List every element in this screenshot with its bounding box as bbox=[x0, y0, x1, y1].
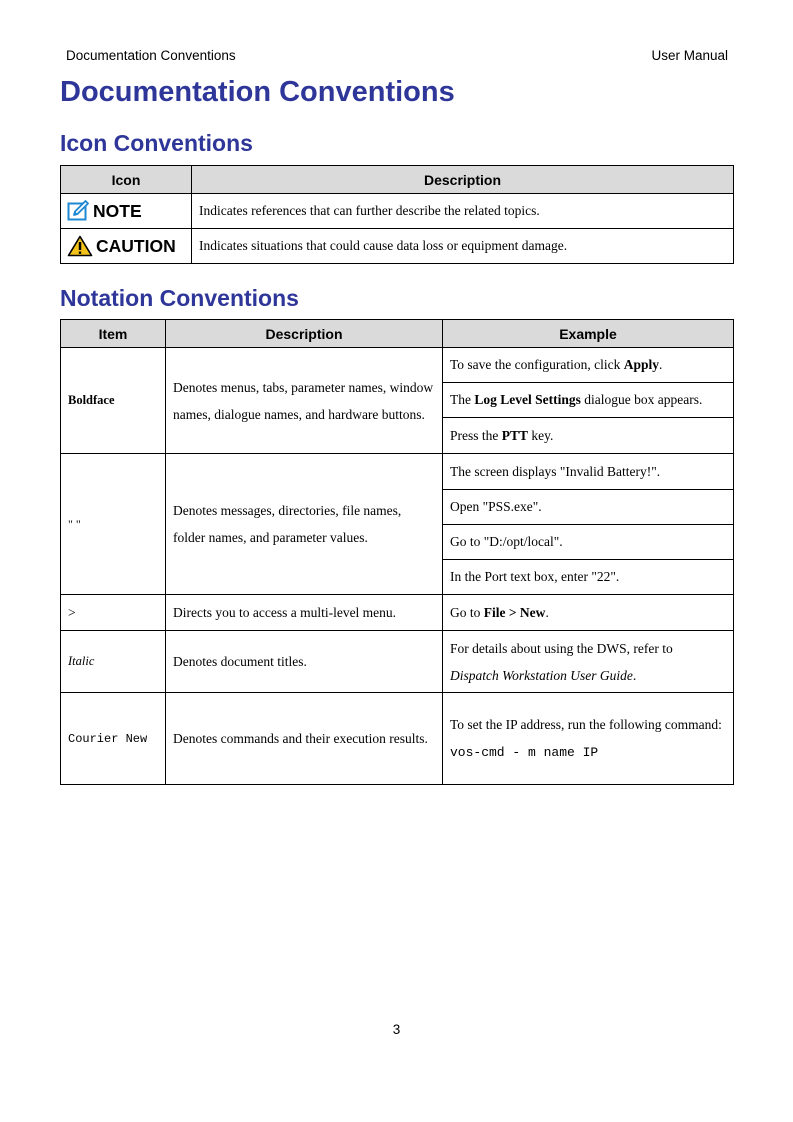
column-header-description: Description bbox=[166, 320, 443, 348]
table-row bbox=[61, 454, 734, 490]
example-boldface-2: The Log Level Settings dialogue box appears. bbox=[443, 383, 734, 418]
example-boldface-1: To save the configuration, click Apply. bbox=[443, 348, 734, 383]
table-row bbox=[61, 693, 734, 785]
page-title: Documentation Conventions bbox=[60, 76, 455, 108]
notation-conventions-table bbox=[60, 319, 734, 785]
column-header-icon: Icon bbox=[61, 166, 192, 194]
icon-cell-caution bbox=[61, 229, 192, 264]
page-number: 3 bbox=[392, 1022, 401, 1037]
example-quotes-2: Open "PSS.exe". bbox=[443, 490, 734, 525]
description-boldface: Denotes menus, tabs, parameter names, window names, dialogue names, and hardware buttons. bbox=[166, 348, 443, 454]
item-courier: Courier New bbox=[61, 693, 166, 785]
example-arrow: Go to File > New. bbox=[443, 595, 734, 631]
description-arrow: Directs you to access a multi-level menu. bbox=[166, 595, 443, 631]
example-quotes-4: In the Port text box, enter "22". bbox=[443, 560, 734, 595]
example-quotes-3: Go to "D:/opt/local". bbox=[443, 525, 734, 560]
column-header-description: Description bbox=[192, 166, 734, 194]
example-courier: To set the IP address, run the following command: vos-cmd - m name IP bbox=[443, 693, 734, 785]
column-header-example: Example bbox=[443, 320, 734, 348]
code-sample: vos-cmd - m name IP bbox=[450, 744, 599, 760]
description-quotes: Denotes messages, directories, file names, folder names, and parameter values. bbox=[166, 454, 443, 595]
item-arrow: > bbox=[61, 595, 166, 631]
note-description: Indicates references that can further describe the related topics. bbox=[192, 194, 734, 229]
running-header-left: Documentation Conventions bbox=[66, 48, 236, 63]
caution-description: Indicates situations that could cause data loss or equipment damage. bbox=[192, 229, 734, 264]
note-icon bbox=[67, 200, 91, 222]
note-label: NOTE bbox=[93, 200, 142, 221]
icon-conventions-table bbox=[60, 165, 734, 264]
item-quotes: " " bbox=[61, 454, 166, 595]
example-quotes-1: The screen displays "Invalid Battery!". bbox=[443, 454, 734, 490]
table-row bbox=[61, 229, 734, 264]
description-italic: Denotes document titles. bbox=[166, 631, 443, 693]
icon-conventions-heading: Icon Conventions bbox=[60, 130, 253, 156]
table-row bbox=[61, 595, 734, 631]
table-header-row bbox=[61, 320, 734, 348]
caution-label: CAUTION bbox=[96, 235, 176, 256]
description-courier: Denotes commands and their execution results. bbox=[166, 693, 443, 785]
table-row bbox=[61, 194, 734, 229]
example-boldface-3: Press the PTT key. bbox=[443, 418, 734, 454]
icon-cell-note bbox=[61, 194, 192, 229]
table-row bbox=[61, 631, 734, 693]
running-header-right: User Manual bbox=[651, 48, 728, 63]
example-italic: For details about using the DWS, refer to Dispatch Workstation User Guide. bbox=[443, 631, 734, 693]
caution-icon bbox=[67, 235, 93, 257]
item-boldface: Boldface bbox=[61, 348, 166, 454]
item-italic: Italic bbox=[61, 631, 166, 693]
notation-conventions-heading: Notation Conventions bbox=[60, 285, 299, 311]
column-header-item: Item bbox=[61, 320, 166, 348]
table-row bbox=[61, 348, 734, 383]
table-header-row bbox=[61, 166, 734, 194]
